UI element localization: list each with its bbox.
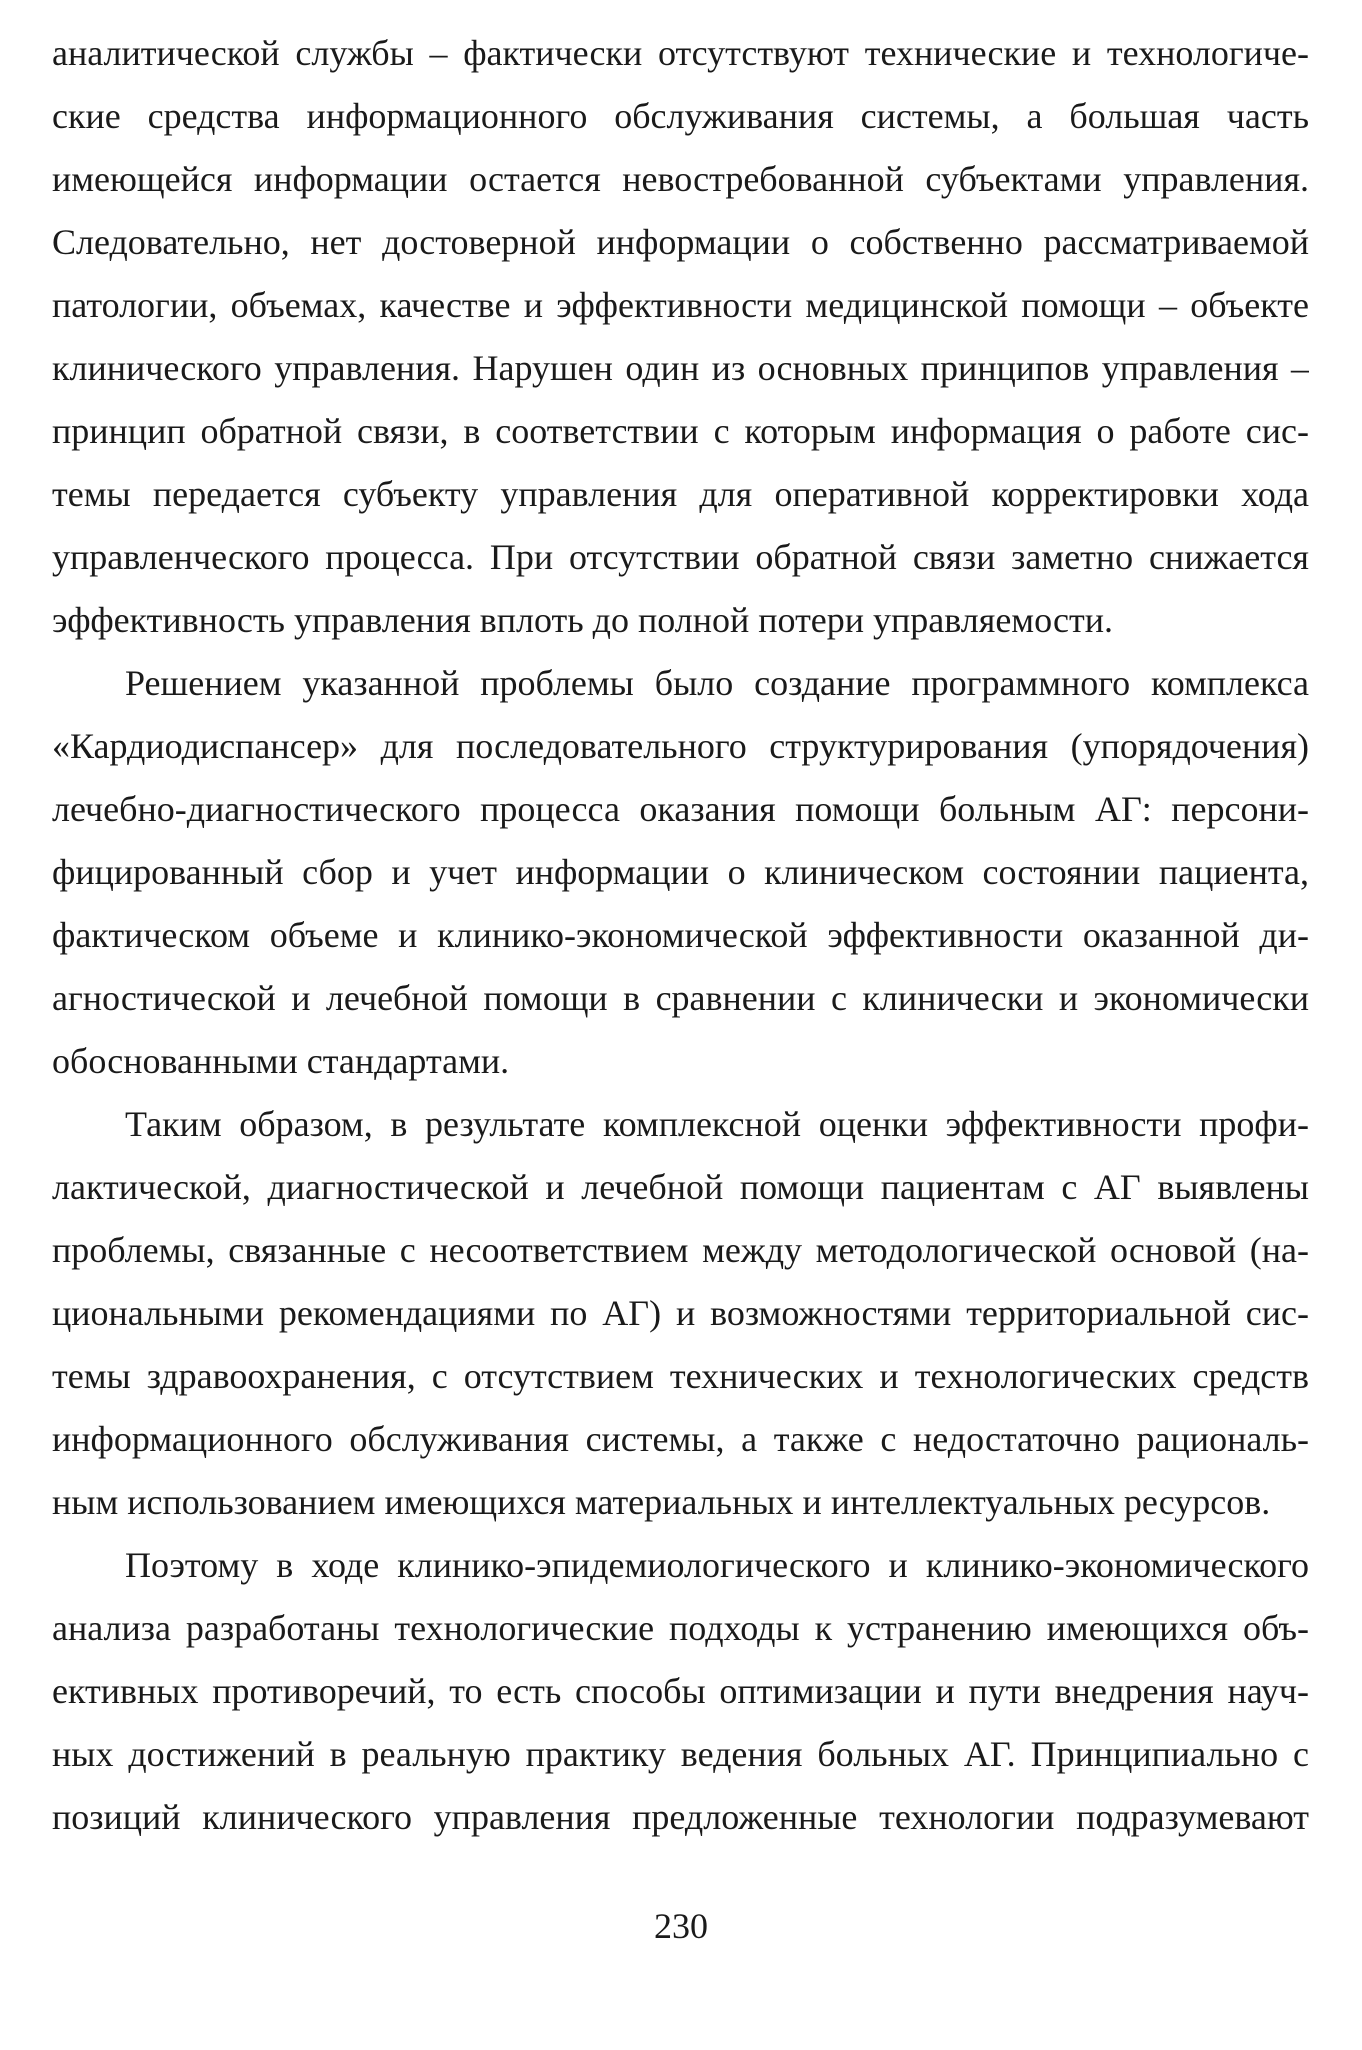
paragraph-2 bbox=[52, 652, 1309, 1093]
text-line: позиций клинического управления предложенные технологии подразумевают bbox=[52, 1797, 1309, 1837]
page-number: 230 bbox=[654, 1906, 708, 1946]
text-line: управленческого процесса. При отсутствии обратной связи заметно снижается bbox=[52, 537, 1309, 577]
text-line: Таким образом, в результате комплексной оценки эффективности профи- bbox=[125, 1104, 1309, 1144]
text-line: лактической, диагностической и лечебной помощи пациентам с АГ выявлены bbox=[52, 1167, 1309, 1207]
text-line: циональными рекомендациями по АГ) и возможностями территориальной сис- bbox=[52, 1293, 1309, 1333]
text-line: агностической и лечебной помощи в сравнении с клинически и экономически bbox=[52, 978, 1309, 1018]
text-line: клинического управления. Нарушен один из основных принципов управления – bbox=[52, 348, 1309, 388]
text-line: информационного обслуживания системы, а также с недостаточно рациональ- bbox=[52, 1419, 1309, 1459]
paragraph-3 bbox=[52, 1093, 1309, 1534]
text-line: обоснованными стандартами. bbox=[52, 1041, 510, 1081]
text-line: Поэтому в ходе клинико-эпидемиологического и клинико-экономического bbox=[125, 1545, 1309, 1585]
text-line: эффективность управления вплоть до полной потери управляемости. bbox=[52, 600, 1113, 640]
text-line: фицированный сбор и учет информации о клиническом состоянии пациента, bbox=[52, 852, 1309, 892]
paragraph-4 bbox=[52, 1534, 1309, 1849]
text-line: проблемы, связанные с несоответствием между методологической основой (на- bbox=[52, 1230, 1309, 1270]
text-line: принцип обратной связи, в соответствии с которым информация о работе сис- bbox=[52, 411, 1309, 451]
text-line: имеющейся информации остается невостребованной субъектами управления. bbox=[52, 159, 1309, 199]
text-line: ных достижений в реальную практику ведения больных АГ. Принципиально с bbox=[52, 1734, 1309, 1774]
text-line: «Кардиодиспансер» для последовательного структурирования (упорядочения) bbox=[52, 726, 1309, 766]
text-line: аналитической службы – фактически отсутствуют технические и технологиче- bbox=[52, 33, 1309, 73]
text-line: ективных противоречий, то есть способы оптимизации и пути внедрения науч- bbox=[52, 1671, 1309, 1711]
text-line: Решением указанной проблемы было создание программного комплекса bbox=[125, 663, 1309, 703]
text-line: лечебно-диагностического процесса оказания помощи больным АГ: персони- bbox=[52, 789, 1309, 829]
text-line: ские средства информационного обслуживания системы, а большая часть bbox=[52, 96, 1309, 136]
text-line: ным использованием имеющихся материальных и интеллектуальных ресурсов. bbox=[52, 1482, 1271, 1522]
text-line: темы передается субъекту управления для оперативной корректировки хода bbox=[52, 474, 1309, 514]
text-line: патологии, объемах, качестве и эффективности медицинской помощи – объекте bbox=[52, 285, 1309, 325]
text-line: Следовательно, нет достоверной информации о собственно рассматриваемой bbox=[52, 222, 1309, 262]
text-line: темы здравоохранения, с отсутствием технических и технологических средств bbox=[52, 1356, 1309, 1396]
body-text bbox=[52, 22, 1309, 1849]
paragraph-1 bbox=[52, 22, 1309, 652]
text-line: фактическом объеме и клинико-экономической эффективности оказанной ди- bbox=[52, 915, 1309, 955]
text-line: анализа разработаны технологические подходы к устранению имеющихся объ- bbox=[52, 1608, 1309, 1648]
